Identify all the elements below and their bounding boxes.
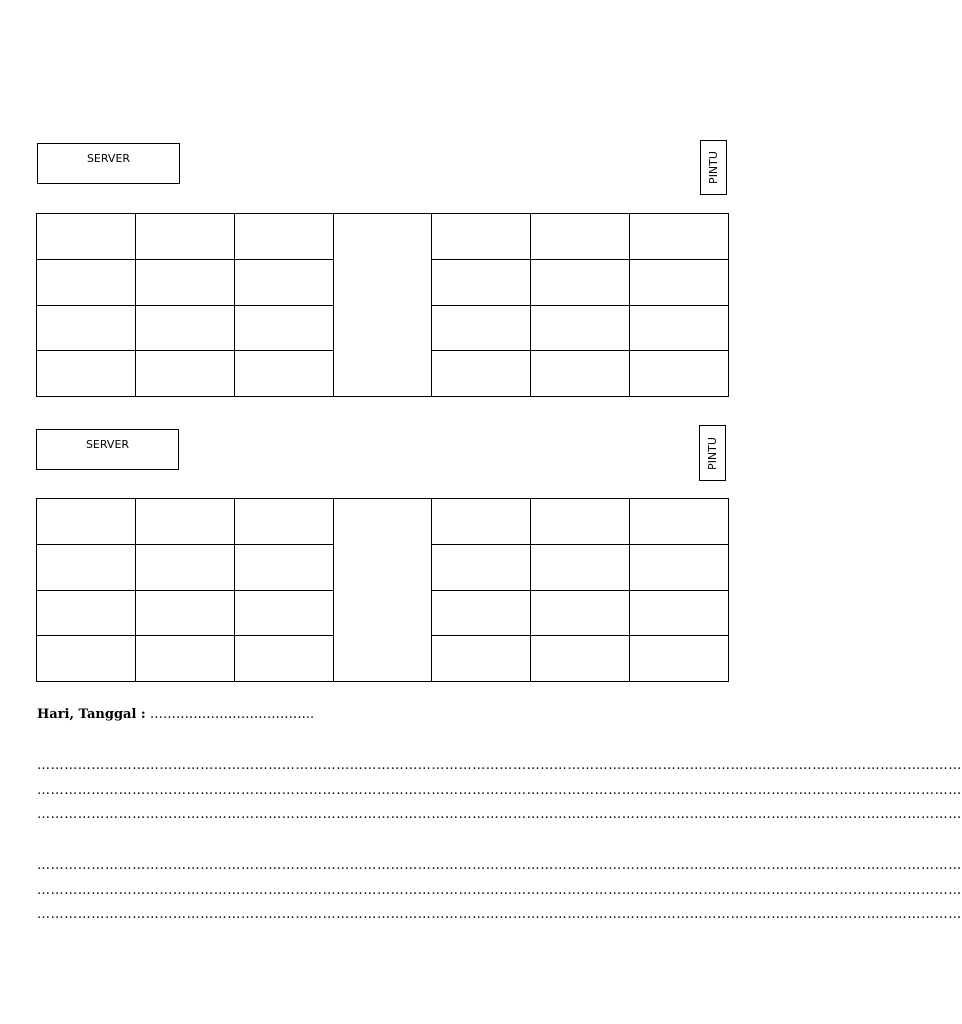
seat-cell	[531, 351, 630, 397]
seat-cell	[37, 544, 136, 590]
seat-cell	[630, 636, 729, 682]
seat-cell	[630, 259, 729, 305]
date-field-label: Hari, Tanggal :	[37, 707, 146, 722]
seat-cell	[432, 259, 531, 305]
door-label-box	[699, 425, 726, 481]
seat-cell	[531, 636, 630, 682]
seat-cell	[531, 305, 630, 351]
seat-cell	[531, 259, 630, 305]
seating-grid	[36, 498, 729, 682]
seat-cell	[432, 544, 531, 590]
seat-cell	[531, 590, 630, 636]
note-line: ……………………………………………………………………………………………………………………………………………………………………………………	[37, 783, 962, 798]
aisle	[333, 499, 432, 682]
seat-row	[37, 214, 729, 260]
seat-cell	[135, 590, 234, 636]
seat-cell	[432, 590, 531, 636]
seat-cell	[432, 499, 531, 545]
seat-cell	[531, 214, 630, 260]
seat-cell	[37, 214, 136, 260]
seat-cell	[630, 499, 729, 545]
seat-cell	[135, 636, 234, 682]
seat-cell	[135, 259, 234, 305]
seat-cell	[432, 214, 531, 260]
seat-cell	[234, 636, 333, 682]
seat-cell	[37, 305, 136, 351]
aisle	[333, 214, 432, 397]
server-label-box	[36, 429, 179, 470]
door-label: PINTU	[706, 436, 720, 470]
seat-cell	[135, 305, 234, 351]
seat-cell	[630, 544, 729, 590]
seat-cell	[135, 499, 234, 545]
seat-cell	[234, 499, 333, 545]
door-label: PINTU	[707, 151, 721, 184]
seat-cell	[630, 351, 729, 397]
note-line: ……………………………………………………………………………………………………………………………………………………………………………………	[37, 907, 962, 922]
note-line: ……………………………………………………………………………………………………………………………………………………………………………………	[37, 807, 962, 822]
seat-cell	[531, 499, 630, 545]
seat-cell	[135, 351, 234, 397]
seat-cell	[234, 590, 333, 636]
server-label: SERVER	[85, 438, 130, 451]
seat-cell	[234, 351, 333, 397]
seat-cell	[234, 544, 333, 590]
seat-cell	[37, 636, 136, 682]
seat-cell	[630, 214, 729, 260]
server-label-box	[37, 143, 180, 184]
date-field	[37, 707, 314, 722]
note-line: ……………………………………………………………………………………………………………………………………………………………………………………	[37, 883, 962, 898]
seat-cell	[432, 305, 531, 351]
note-line: ……………………………………………………………………………………………………………………………………………………………………………………	[37, 858, 962, 873]
door-label-box	[700, 140, 727, 195]
date-field-blank: ………………………………..	[149, 707, 315, 722]
seat-cell	[135, 544, 234, 590]
seat-cell	[531, 544, 630, 590]
seat-cell	[630, 305, 729, 351]
seat-cell	[135, 214, 234, 260]
seat-cell	[37, 590, 136, 636]
seat-cell	[432, 636, 531, 682]
seat-cell	[630, 590, 729, 636]
seat-cell	[37, 351, 136, 397]
seat-cell	[432, 351, 531, 397]
seat-cell	[234, 259, 333, 305]
seat-cell	[234, 305, 333, 351]
note-line: ……………………………………………………………………………………………………………………………………………………………………………………	[37, 758, 962, 773]
seat-cell	[37, 499, 136, 545]
seat-cell	[37, 259, 136, 305]
seat-row	[37, 499, 729, 545]
seating-grid	[36, 213, 729, 397]
seat-cell	[234, 214, 333, 260]
server-label: SERVER	[86, 152, 131, 165]
